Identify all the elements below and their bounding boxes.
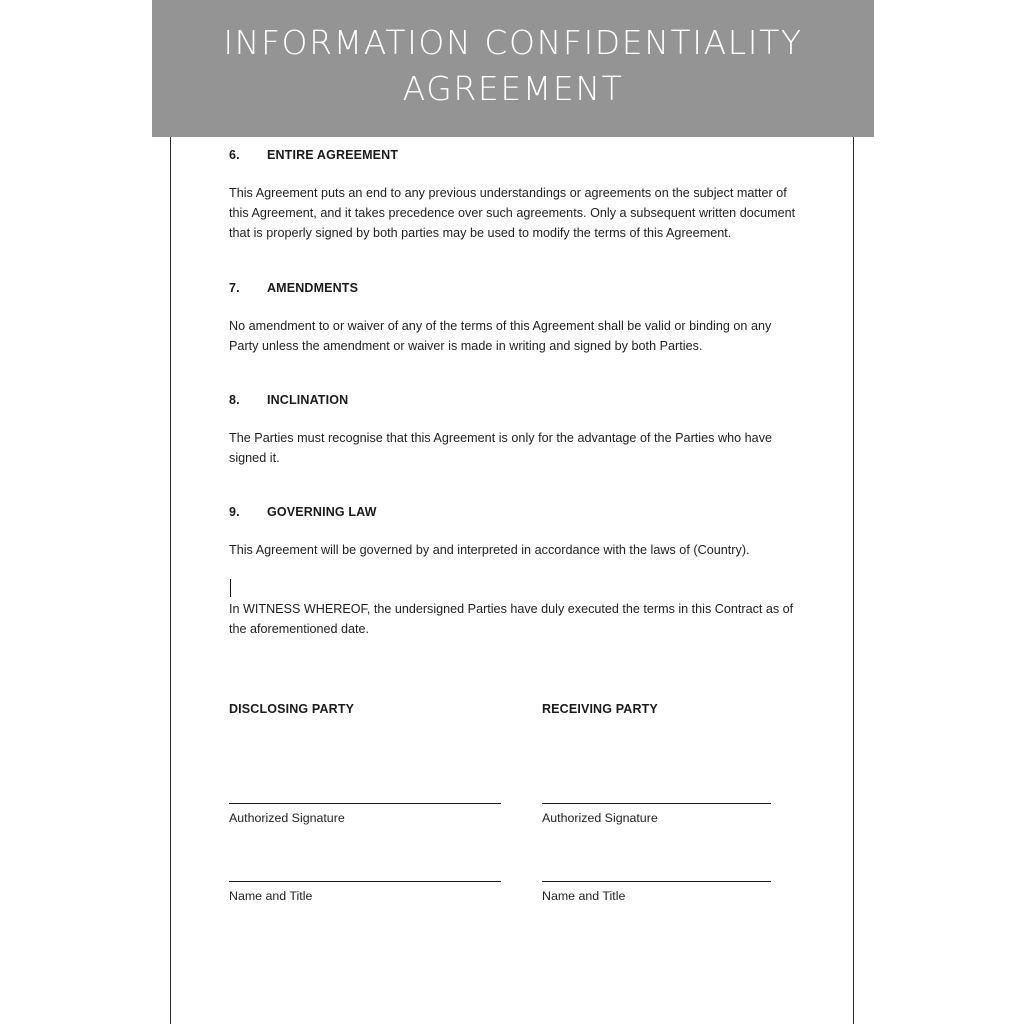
clause-heading [229,280,797,296]
page-title: INFORMATION CONFIDENTIALITY AGREEMENT [223,22,803,108]
clause-amendments [229,280,797,356]
clause-heading [229,504,797,520]
receiving-signature-slot[interactable] [542,717,797,803]
title-banner [152,0,874,137]
clause-inclination [229,392,797,468]
disclosing-party-column [229,701,542,905]
witness-paragraph: In WITNESS WHEREOF, the undersigned Parties have duly executed the terms in this Contract as of the aforementioned date. [229,601,794,636]
document-page [170,137,854,1024]
disclosing-party-heading: DISCLOSING PARTY [229,702,355,717]
receiving-name-slot[interactable] [542,827,797,881]
clause-number: 7. [229,280,240,295]
disclosing-name-slot[interactable] [229,827,542,881]
receiving-party-column [542,701,797,905]
clause-body-text: No amendment to or waiver of any of the terms of this Agreement shall be valid or binding on any Party unless the amendment or waiver is made in writing and signed by both Parties. [229,318,772,353]
document-body [229,147,797,905]
receiving-name-caption: Name and Title [542,889,626,904]
text-cursor-caret [230,579,231,597]
disclosing-signature-caption: Authorized Signature [229,811,345,826]
receiving-name-rule [542,881,771,882]
disclosing-signature-slot[interactable] [229,717,542,803]
clause-title: INCLINATION [267,393,349,408]
clause-body-text: This Agreement puts an end to any previous understandings or agreements on the subject matter of this Agreement, and it takes precedence over such agreements. Only a subsequent written document that is properly signed by both parties may be used to modify the terms of this Agreement. [229,186,796,241]
disclosing-name-rule [229,881,501,882]
clause-governing-law [229,504,797,560]
clause-number: 8. [229,393,240,408]
receiving-signature-caption: Authorized Signature [542,811,658,826]
clause-spacer [229,260,797,280]
clause-heading [229,147,797,163]
signature-block [229,701,797,905]
clause-title: GOVERNING LAW [267,505,377,520]
disclosing-name-caption: Name and Title [229,889,313,904]
clause-number: 6. [229,148,240,162]
clause-title: AMENDMENTS [267,280,359,295]
disclosing-signature-rule [229,803,501,804]
clause-heading [229,392,797,408]
clause-entire-agreement [229,147,797,244]
caret-line[interactable] [229,577,797,599]
receiving-party-heading: RECEIVING PARTY [542,702,658,717]
receiving-signature-rule [542,803,771,804]
clause-number: 9. [229,505,240,520]
clause-spacer [229,372,797,392]
clause-title: ENTIRE AGREEMENT [267,148,399,162]
clause-body-text: This Agreement will be governed by and interpreted in accordance with the laws of (Country). [229,543,750,558]
clause-body-text: The Parties must recognise that this Agreement is only for the advantage of the Parties who have signed it. [229,431,773,466]
clause-spacer [229,484,797,504]
